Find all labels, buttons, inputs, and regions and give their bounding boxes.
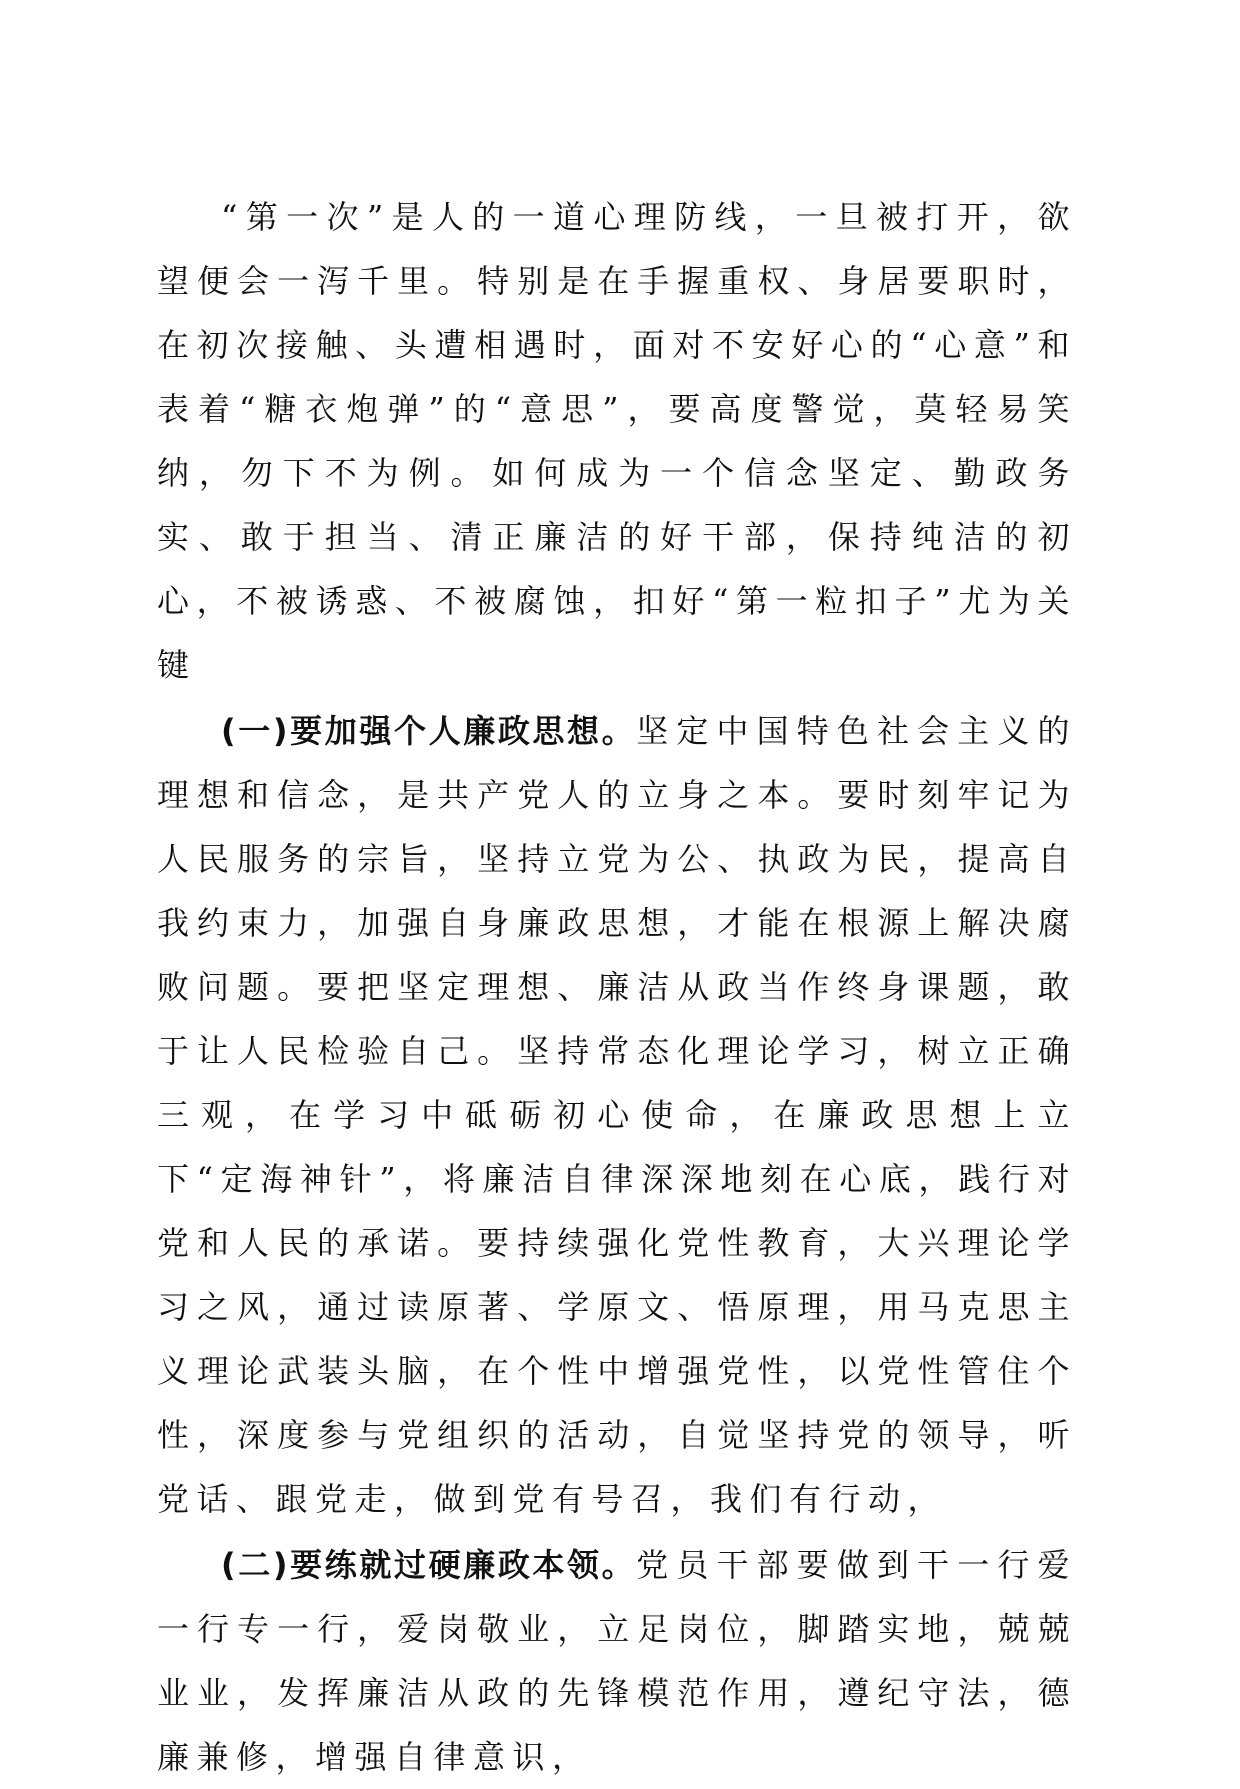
paragraph-section-2 [157,1533,1077,1789]
section-2-text: 党员干部要做到干一行爱一行专一行，爱岗敬业，立足岗位，脚踏实地，兢兢业业，发挥廉洁从政的先锋模范作用，遵纪守法，德廉兼修，增强自律意识， [157,1546,1077,1776]
section-2-heading: (二)要练就过硬廉政本领。 [221,1546,637,1584]
section-1-heading: (一)要加强个人廉政思想。 [221,712,637,750]
section-1-text: 坚定中国特色社会主义的理想和信念，是共产党人的立身之本。要时刻牢记为人民服务的宗旨，坚持立党为公、执政为民，提高自我约束力，加强自身廉政思想，才能在根源上解决腐败问题。要把坚定理想、廉洁从政当作终身课题，敢于让人民检验自己。坚持常态化理论学习，树立正确三观，在学习中砥砺初心使命，在廉政思想上立下“定海神针”，将廉洁自律深深地刻在心底，践行对党和人民的承诺。要持续强化党性教育，大兴理论学习之风，通过读原著、学原文、悟原理，用马克思主义理论武装头脑，在个性中增强党性，以党性管住个性，深度参与党组织的活动，自觉坚持党的领导，听党话、跟党走，做到党有号召，我们有行动， [157,712,1077,1518]
paragraph-section-1 [157,699,1077,1531]
paragraph-intro [157,185,1077,697]
document-body [157,185,1077,1789]
paragraph-intro-text: “第一次”是人的一道心理防线，一旦被打开，欲望便会一泻千里。特别是在手握重权、身居要职时，在初次接触、头遭相遇时，面对不安好心的“心意”和表着“糖衣炮弹”的“意思”，要高度警觉，莫轻易笑纳，勿下不为例。如何成为一个信念坚定、勤政务实、敢于担当、清正廉洁的好干部，保持纯洁的初心，不被诱惑、不被腐蚀，扣好“第一粒扣子”尤为关键 [157,198,1077,684]
